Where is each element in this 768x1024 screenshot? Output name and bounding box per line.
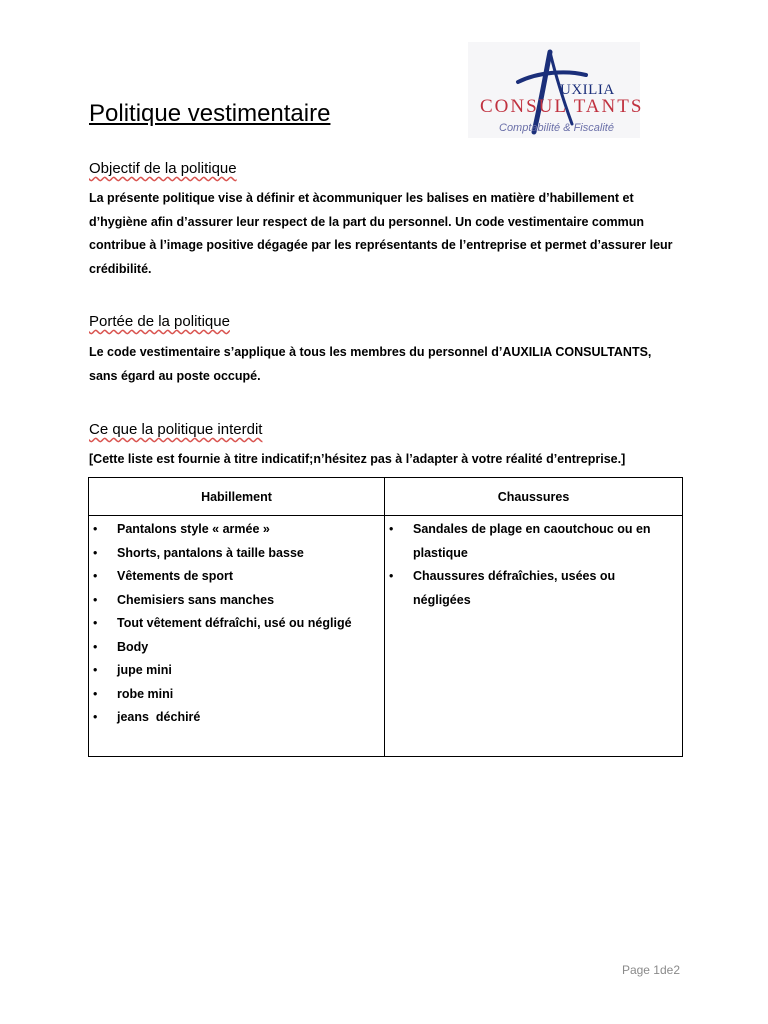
bullet-icon: • (93, 639, 98, 654)
section-text-objectif: La présente politique vise à définir et àcommuniquer les balises en matière d’habillement et d’hygiène afin d’assurer leur respect de la part du personnel. Un code vestimentaire commun contribue à l’image positive dégagée par les représentants de l’entreprise et permet d’assurer leur crédibilité. (89, 191, 673, 276)
habillement-list (89, 516, 384, 730)
section-heading-objectif: Objectif de la politique (89, 160, 237, 177)
bullet-icon: • (93, 616, 98, 630)
list-item: • Sandales de plage en caoutchouc ou en plastique (385, 518, 658, 565)
list-item: • Vêtements de sport (89, 565, 384, 589)
list-item: • Shorts, pantalons à taille basse (89, 542, 384, 566)
section-text-portee: Le code vestimentaire s’applique à tous les membres du personnel d’AUXILIA CONSULTANTS, sans égard au poste occupé. (89, 345, 652, 383)
bullet-icon: • (93, 522, 98, 536)
chaussures-cell (385, 516, 683, 757)
forbidden-items-table (88, 477, 683, 757)
section-heading-interdit: Ce que la politique interdit (89, 421, 263, 438)
list-item: • robe mini (89, 683, 384, 707)
table-row (89, 516, 683, 757)
list-item: • Pantalons style « armée » (89, 518, 384, 542)
list-item: • Body (89, 636, 384, 660)
column-header-chaussures: Chaussures (385, 478, 683, 516)
chaussures-list (385, 516, 682, 612)
logo-name-top: UXILIA (560, 82, 615, 98)
company-logo (468, 42, 644, 138)
section-heading-portee: Portée de la politique (89, 313, 230, 330)
list-item: • Chaussures défraîchies, usées ou négligées (385, 565, 658, 612)
bullet-icon: • (93, 569, 98, 583)
bullet-icon: • (389, 569, 394, 583)
bullet-icon: • (93, 710, 98, 724)
page-title: Politique vestimentaire (89, 100, 331, 127)
table-header-row (89, 478, 683, 516)
bullet-icon: • (93, 663, 98, 677)
bullet-icon: • (93, 545, 98, 560)
section-note-interdit: [Cette liste est fournie à titre indicatif;n’hésitez pas à l’adapter à votre réalité d’entreprise.] (89, 452, 626, 466)
list-item: • jeans déchiré (89, 706, 384, 730)
logo-name-bottom: CONSUL TANTS (480, 96, 644, 117)
list-item: • Chemisiers sans manches (89, 589, 384, 613)
list-item: • Tout vêtement défraîchi, usé ou négligé (89, 612, 384, 636)
bullet-icon: • (93, 592, 98, 607)
habillement-cell (89, 516, 385, 757)
logo-tagline: Comptabilité & Fiscalité (499, 122, 614, 134)
page-number: Page 1de2 (621, 963, 680, 977)
list-item: • jupe mini (89, 659, 384, 683)
column-header-habillement: Habillement (89, 478, 385, 516)
bullet-icon: • (389, 522, 394, 536)
bullet-icon: • (93, 686, 98, 701)
